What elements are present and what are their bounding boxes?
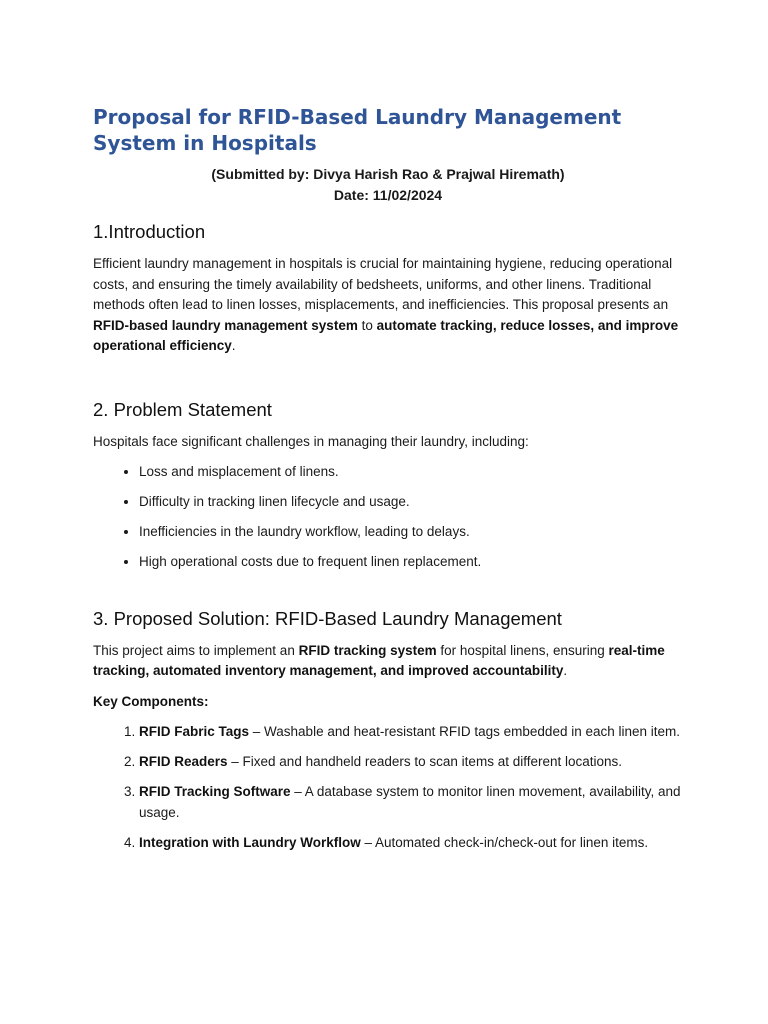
component-desc: – Fixed and handheld readers to scan items at different locations. bbox=[227, 754, 623, 769]
component-name: RFID Fabric Tags bbox=[139, 724, 250, 739]
solution-text-2: for hospital linens, ensuring bbox=[436, 642, 609, 658]
document-title: Proposal for RFID-Based Laundry Management System in Hospitals bbox=[93, 105, 622, 155]
intro-text-2: to bbox=[357, 317, 377, 333]
list-item: • Inefficiencies in the laundry workflow, leading to delays. bbox=[139, 522, 683, 543]
introduction-heading: 1.Introduction bbox=[93, 221, 206, 242]
solution-bold-1: RFID tracking system bbox=[298, 642, 437, 658]
solution-paragraph bbox=[93, 641, 683, 682]
intro-bold-1: RFID-based laundry management system bbox=[93, 317, 358, 333]
problem-list bbox=[93, 462, 683, 573]
solution-heading: 3. Proposed Solution: RFID-Based Laundry Management bbox=[93, 607, 562, 629]
component-name: RFID Readers bbox=[139, 754, 228, 769]
key-components-bold: Key Components: bbox=[93, 693, 209, 709]
components-list bbox=[93, 722, 683, 853]
intro-bold-2: automate tracking, reduce losses, and improve operational efficiency bbox=[93, 317, 679, 353]
list-item: • High operational costs due to frequent linen replacement. bbox=[139, 552, 683, 573]
problem-heading: 2. Problem Statement bbox=[93, 398, 272, 420]
component-name: RFID Tracking Software bbox=[139, 784, 291, 799]
list-item: • Loss and misplacement of linens. bbox=[139, 462, 683, 483]
solution-bold-2: real-time tracking, automated inventory management, and improved accountability bbox=[93, 642, 665, 678]
solution-text-1: This project aims to implement an bbox=[93, 642, 299, 658]
document-date: Date: 11/02/2024 bbox=[333, 187, 443, 203]
component-desc: – Washable and heat-resistant RFID tags embedded in each linen item. bbox=[249, 724, 681, 739]
document-page bbox=[93, 104, 683, 863]
problem-intro: Hospitals face significant challenges in managing their laundry, including: bbox=[93, 433, 529, 449]
list-item bbox=[139, 722, 683, 743]
intro-text-3: . bbox=[231, 338, 236, 353]
component-name: Integration with Laundry Workflow bbox=[139, 834, 361, 850]
key-components-label bbox=[93, 692, 683, 713]
list-item bbox=[139, 752, 683, 773]
list-item bbox=[139, 833, 683, 854]
submitted-by: (Submitted by: Divya Harish Rao & Prajwal Hiremath) bbox=[211, 166, 565, 182]
component-desc: – Automated check-in/check-out for linen items. bbox=[360, 834, 649, 850]
intro-text-1: Efficient laundry management in hospitals is crucial for maintaining hygiene, reducing operational costs, and ensuring the timely availability of bedsheets, uniforms, and other linens. Traditional methods often lead to linen losses, misplacements, and inefficiencies. This proposal presents an bbox=[93, 256, 673, 312]
component-desc: – A database system to monitor linen movement, availability, and usage. bbox=[139, 784, 681, 820]
list-item: • Difficulty in tracking linen lifecycle and usage. bbox=[139, 492, 683, 513]
introduction-paragraph bbox=[93, 254, 683, 357]
solution-text-3: . bbox=[563, 663, 568, 678]
list-item bbox=[139, 782, 683, 823]
